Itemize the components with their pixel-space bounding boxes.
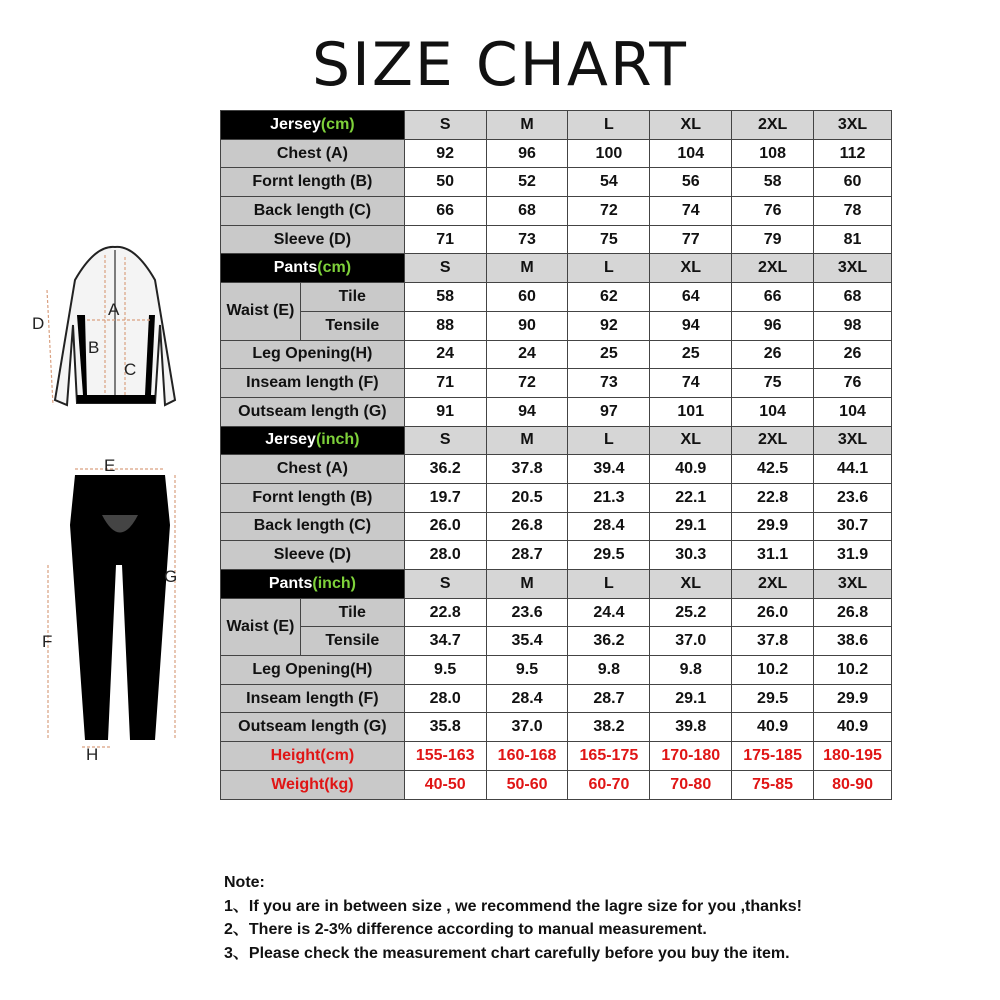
section-header bbox=[221, 111, 405, 140]
value-cell: 96 bbox=[732, 311, 814, 340]
page-title: SIZE CHART bbox=[312, 30, 688, 100]
size-header-cell: XL bbox=[650, 426, 732, 455]
value-cell: 52 bbox=[486, 168, 568, 197]
value-cell: 28.7 bbox=[486, 541, 568, 570]
value-cell: 74 bbox=[650, 369, 732, 398]
value-cell: 29.5 bbox=[732, 684, 814, 713]
value-cell: 28.0 bbox=[404, 684, 486, 713]
value-cell: 26.0 bbox=[732, 598, 814, 627]
size-header-cell: 3XL bbox=[814, 426, 892, 455]
size-header-cell: M bbox=[486, 570, 568, 599]
size-header-cell: 2XL bbox=[732, 426, 814, 455]
section-unit: (inch) bbox=[315, 431, 360, 449]
value-cell: 10.2 bbox=[732, 656, 814, 685]
section-header-row bbox=[221, 426, 892, 455]
value-cell: 35.8 bbox=[404, 713, 486, 742]
value-cell: 31.9 bbox=[814, 541, 892, 570]
value-cell: 104 bbox=[814, 397, 892, 426]
table-row bbox=[221, 483, 892, 512]
notes-section bbox=[224, 871, 802, 965]
value-cell: 24 bbox=[486, 340, 568, 369]
section-header bbox=[221, 426, 405, 455]
note-item: 2、There is 2-3% difference according to manual measurement. bbox=[224, 921, 707, 938]
value-cell: 88 bbox=[404, 311, 486, 340]
value-cell: 36.2 bbox=[404, 455, 486, 484]
value-cell: 26.8 bbox=[814, 598, 892, 627]
row-label: Tile bbox=[300, 283, 404, 312]
value-cell: 9.5 bbox=[404, 656, 486, 685]
section-header-row bbox=[221, 111, 892, 140]
jersey-diagram bbox=[25, 235, 205, 415]
value-cell: 25 bbox=[650, 340, 732, 369]
size-header-cell: M bbox=[486, 111, 568, 140]
row-label: Chest (A) bbox=[221, 139, 405, 168]
table-row bbox=[221, 512, 892, 541]
value-cell: 21.3 bbox=[568, 483, 650, 512]
size-header-cell: 2XL bbox=[732, 254, 814, 283]
section-header-row bbox=[221, 570, 892, 599]
jersey-label-b: B bbox=[88, 338, 100, 357]
value-cell: 9.5 bbox=[486, 656, 568, 685]
value-cell: 75-85 bbox=[732, 770, 814, 799]
table-row bbox=[221, 684, 892, 713]
value-cell: 74 bbox=[650, 197, 732, 226]
value-cell: 94 bbox=[650, 311, 732, 340]
value-cell: 92 bbox=[404, 139, 486, 168]
value-cell: 24 bbox=[404, 340, 486, 369]
row-label: Back length (C) bbox=[221, 512, 405, 541]
row-label: Leg Opening(H) bbox=[221, 656, 405, 685]
value-cell: 29.9 bbox=[732, 512, 814, 541]
size-header-cell: S bbox=[404, 426, 486, 455]
section-name: Pants bbox=[268, 574, 313, 592]
note-item: 1、If you are in between size , we recommend the lagre size for you ,thanks! bbox=[224, 897, 802, 915]
row-label: Inseam length (F) bbox=[221, 684, 405, 713]
value-cell: 50 bbox=[404, 168, 486, 197]
value-cell: 42.5 bbox=[732, 455, 814, 484]
value-cell: 175-185 bbox=[732, 742, 814, 771]
value-cell: 160-168 bbox=[486, 742, 568, 771]
value-cell: 75 bbox=[568, 225, 650, 254]
waist-label: Waist (E) bbox=[221, 283, 301, 340]
row-label: Sleeve (D) bbox=[221, 225, 405, 254]
table-row bbox=[221, 397, 892, 426]
row-label: Tensile bbox=[300, 311, 404, 340]
value-cell: 23.6 bbox=[486, 598, 568, 627]
value-cell: 9.8 bbox=[568, 656, 650, 685]
value-cell: 30.7 bbox=[814, 512, 892, 541]
size-header-cell: S bbox=[404, 111, 486, 140]
value-cell: 26.8 bbox=[486, 512, 568, 541]
value-cell: 104 bbox=[650, 139, 732, 168]
pants-label-f: F bbox=[42, 632, 53, 651]
section-header bbox=[221, 570, 405, 599]
value-cell: 60 bbox=[486, 283, 568, 312]
row-label: Sleeve (D) bbox=[221, 541, 405, 570]
value-cell: 80-90 bbox=[814, 770, 892, 799]
jersey-label-c: C bbox=[124, 360, 137, 379]
value-cell: 60-70 bbox=[568, 770, 650, 799]
value-cell: 20.5 bbox=[486, 483, 568, 512]
value-cell: 54 bbox=[568, 168, 650, 197]
size-header-cell: 3XL bbox=[814, 570, 892, 599]
row-label: Chest (A) bbox=[221, 455, 405, 484]
table-row bbox=[221, 369, 892, 398]
size-header-cell: M bbox=[486, 426, 568, 455]
value-cell: 96 bbox=[486, 139, 568, 168]
row-label: Outseam length (G) bbox=[221, 397, 405, 426]
table-row bbox=[221, 225, 892, 254]
table-row bbox=[221, 283, 892, 312]
value-cell: 38.2 bbox=[568, 713, 650, 742]
value-cell: 180-195 bbox=[814, 742, 892, 771]
value-cell: 23.6 bbox=[814, 483, 892, 512]
value-cell: 50-60 bbox=[486, 770, 568, 799]
table-row bbox=[221, 742, 892, 771]
table-row bbox=[221, 770, 892, 799]
row-label: Tensile bbox=[300, 627, 404, 656]
value-cell: 91 bbox=[404, 397, 486, 426]
value-cell: 38.6 bbox=[814, 627, 892, 656]
value-cell: 29.9 bbox=[814, 684, 892, 713]
value-cell: 165-175 bbox=[568, 742, 650, 771]
table-row bbox=[221, 311, 892, 340]
value-cell: 40.9 bbox=[650, 455, 732, 484]
value-cell: 104 bbox=[732, 397, 814, 426]
table-row bbox=[221, 713, 892, 742]
section-name: Pants bbox=[273, 259, 318, 277]
size-header-cell: 3XL bbox=[814, 111, 892, 140]
value-cell: 28.7 bbox=[568, 684, 650, 713]
section-name: Jersey bbox=[270, 115, 321, 133]
value-cell: 37.8 bbox=[732, 627, 814, 656]
jersey-hem bbox=[77, 395, 155, 403]
value-cell: 62 bbox=[568, 283, 650, 312]
row-label: Inseam length (F) bbox=[221, 369, 405, 398]
size-header-cell: 2XL bbox=[732, 111, 814, 140]
value-cell: 68 bbox=[814, 283, 892, 312]
size-header-cell: L bbox=[568, 254, 650, 283]
section-unit: (cm) bbox=[320, 115, 355, 133]
size-header-cell: S bbox=[404, 570, 486, 599]
value-cell: 76 bbox=[814, 369, 892, 398]
value-cell: 92 bbox=[568, 311, 650, 340]
notes-heading: Note: bbox=[224, 874, 265, 891]
value-cell: 72 bbox=[568, 197, 650, 226]
value-cell: 29.1 bbox=[650, 684, 732, 713]
value-cell: 108 bbox=[732, 139, 814, 168]
value-cell: 22.8 bbox=[404, 598, 486, 627]
table-row bbox=[221, 598, 892, 627]
size-header-cell: L bbox=[568, 111, 650, 140]
section-unit: (inch) bbox=[312, 574, 356, 592]
size-header-cell: M bbox=[486, 254, 568, 283]
value-cell: 19.7 bbox=[404, 483, 486, 512]
value-cell: 77 bbox=[650, 225, 732, 254]
value-cell: 26.0 bbox=[404, 512, 486, 541]
table-row bbox=[221, 168, 892, 197]
row-label: Back length (C) bbox=[221, 197, 405, 226]
value-cell: 56 bbox=[650, 168, 732, 197]
value-cell: 101 bbox=[650, 397, 732, 426]
size-header-cell: XL bbox=[650, 570, 732, 599]
value-cell: 70-80 bbox=[650, 770, 732, 799]
pants-label-e: E bbox=[104, 456, 116, 475]
value-cell: 37.0 bbox=[650, 627, 732, 656]
value-cell: 22.1 bbox=[650, 483, 732, 512]
size-header-cell: L bbox=[568, 426, 650, 455]
value-cell: 29.5 bbox=[568, 541, 650, 570]
value-cell: 37.0 bbox=[486, 713, 568, 742]
section-header-row bbox=[221, 254, 892, 283]
note-item: 3、Please check the measurement chart carefully before you buy the item. bbox=[224, 944, 790, 962]
value-cell: 31.1 bbox=[732, 541, 814, 570]
value-cell: 94 bbox=[486, 397, 568, 426]
value-cell: 26 bbox=[814, 340, 892, 369]
size-header-cell: L bbox=[568, 570, 650, 599]
jersey-label-a: A bbox=[108, 300, 120, 319]
value-cell: 58 bbox=[404, 283, 486, 312]
value-cell: 73 bbox=[486, 225, 568, 254]
value-cell: 79 bbox=[732, 225, 814, 254]
row-label: Fornt length (B) bbox=[221, 483, 405, 512]
table-row bbox=[221, 455, 892, 484]
size-header-cell: XL bbox=[650, 254, 732, 283]
value-cell: 40.9 bbox=[732, 713, 814, 742]
row-label: Leg Opening(H) bbox=[221, 340, 405, 369]
pants-diagram bbox=[30, 465, 210, 755]
value-cell: 35.4 bbox=[486, 627, 568, 656]
value-cell: 24.4 bbox=[568, 598, 650, 627]
value-cell: 60 bbox=[814, 168, 892, 197]
value-cell: 73 bbox=[568, 369, 650, 398]
value-cell: 39.4 bbox=[568, 455, 650, 484]
size-header-cell: 3XL bbox=[814, 254, 892, 283]
pants-label-g: G bbox=[164, 567, 178, 586]
value-cell: 36.2 bbox=[568, 627, 650, 656]
value-cell: 155-163 bbox=[404, 742, 486, 771]
size-header-cell: S bbox=[404, 254, 486, 283]
row-label: Weight(kg) bbox=[221, 770, 405, 799]
table-row bbox=[221, 139, 892, 168]
value-cell: 68 bbox=[486, 197, 568, 226]
table-row bbox=[221, 627, 892, 656]
value-cell: 75 bbox=[732, 369, 814, 398]
size-header-cell: 2XL bbox=[732, 570, 814, 599]
value-cell: 28.4 bbox=[568, 512, 650, 541]
value-cell: 37.8 bbox=[486, 455, 568, 484]
value-cell: 30.3 bbox=[650, 541, 732, 570]
value-cell: 66 bbox=[732, 283, 814, 312]
value-cell: 72 bbox=[486, 369, 568, 398]
value-cell: 71 bbox=[404, 369, 486, 398]
value-cell: 90 bbox=[486, 311, 568, 340]
jersey-label-d: D bbox=[32, 314, 45, 333]
value-cell: 98 bbox=[814, 311, 892, 340]
size-chart-table bbox=[220, 110, 892, 800]
waist-label: Waist (E) bbox=[221, 598, 301, 655]
value-cell: 9.8 bbox=[650, 656, 732, 685]
row-label: Tile bbox=[300, 598, 404, 627]
value-cell: 71 bbox=[404, 225, 486, 254]
value-cell: 76 bbox=[732, 197, 814, 226]
table-row bbox=[221, 197, 892, 226]
value-cell: 29.1 bbox=[650, 512, 732, 541]
value-cell: 10.2 bbox=[814, 656, 892, 685]
value-cell: 112 bbox=[814, 139, 892, 168]
value-cell: 97 bbox=[568, 397, 650, 426]
value-cell: 25.2 bbox=[650, 598, 732, 627]
table-row bbox=[221, 656, 892, 685]
section-name: Jersey bbox=[265, 431, 316, 449]
value-cell: 78 bbox=[814, 197, 892, 226]
value-cell: 170-180 bbox=[650, 742, 732, 771]
value-cell: 100 bbox=[568, 139, 650, 168]
value-cell: 44.1 bbox=[814, 455, 892, 484]
value-cell: 25 bbox=[568, 340, 650, 369]
table-row bbox=[221, 541, 892, 570]
row-label: Outseam length (G) bbox=[221, 713, 405, 742]
table-row bbox=[221, 340, 892, 369]
value-cell: 39.8 bbox=[650, 713, 732, 742]
pants-label-h: H bbox=[86, 745, 99, 764]
value-cell: 22.8 bbox=[732, 483, 814, 512]
value-cell: 66 bbox=[404, 197, 486, 226]
value-cell: 34.7 bbox=[404, 627, 486, 656]
section-header bbox=[221, 254, 405, 283]
value-cell: 81 bbox=[814, 225, 892, 254]
pants-shape bbox=[70, 475, 170, 740]
value-cell: 26 bbox=[732, 340, 814, 369]
value-cell: 28.4 bbox=[486, 684, 568, 713]
size-header-cell: XL bbox=[650, 111, 732, 140]
row-label: Fornt length (B) bbox=[221, 168, 405, 197]
value-cell: 64 bbox=[650, 283, 732, 312]
value-cell: 40-50 bbox=[404, 770, 486, 799]
value-cell: 28.0 bbox=[404, 541, 486, 570]
section-unit: (cm) bbox=[317, 259, 352, 277]
value-cell: 40.9 bbox=[814, 713, 892, 742]
value-cell: 58 bbox=[732, 168, 814, 197]
row-label: Height(cm) bbox=[221, 742, 405, 771]
